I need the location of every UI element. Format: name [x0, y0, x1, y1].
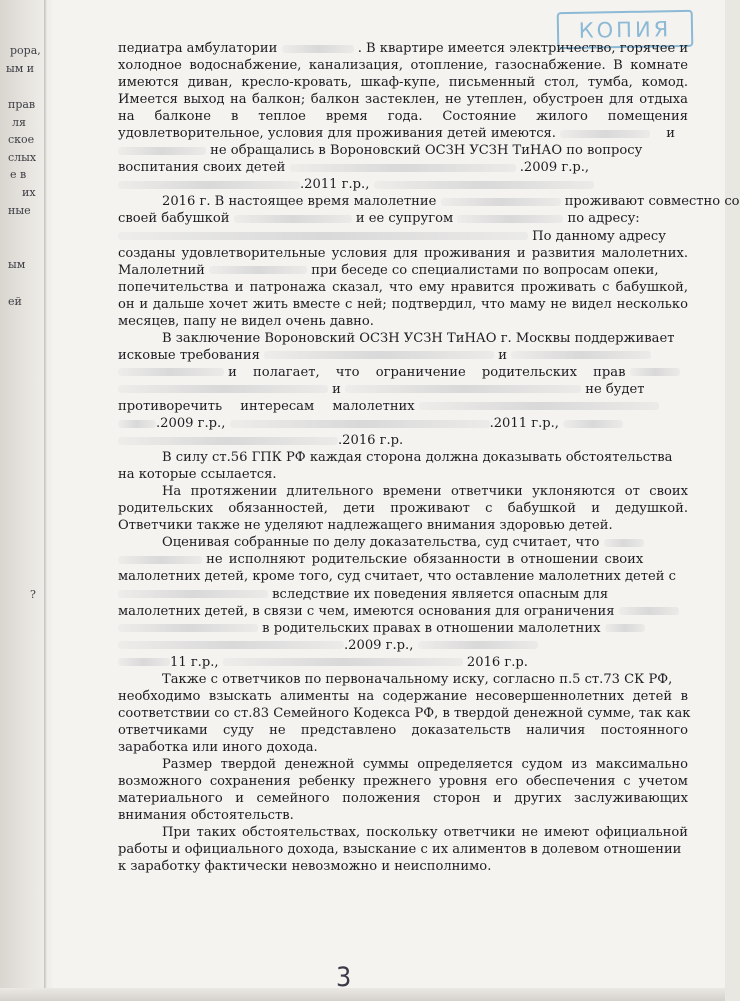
page-number: 3 [336, 961, 352, 993]
text-line: ответчиками суду не представлено доказательств наличия постоянного [118, 722, 688, 738]
text-line: родительских обязанностей, дети проживают с бабушкой и дедушкой. [118, 501, 688, 517]
text-line: 11 г.р., 2016 г.р. [118, 654, 688, 671]
text-line: к заработку фактически невозможно и неисполнимо. [118, 859, 492, 875]
text-line: соответствии со ст.83 Семейного Кодекса РФ, в твердой денежной сумме, так как [118, 705, 691, 721]
text-line: на которые ссылается. [118, 467, 277, 483]
text-line: При таких обстоятельствах, поскольку ответчики не имеют официальной [162, 825, 688, 841]
text-line: он и дальше хочет жить вместе с ней; подтвердил, что маму не видел несколько [118, 296, 688, 312]
page-bottom-edge [0, 988, 725, 1001]
text-line: По данному адресу [118, 228, 688, 245]
text-line: работы и официального дохода, взыскание с их алиментов в долевом отношении [118, 842, 682, 858]
text-line: заработка или иного дохода. [118, 739, 318, 755]
text-line: на балконе в теплое время года. Состояние жилого помещения [118, 109, 688, 125]
text-line: необходимо взыскать алименты на содержание несовершеннолетних детей в [118, 688, 688, 704]
document-body [118, 40, 740, 875]
text-line: В силу ст.56 ГПК РФ каждая сторона должна доказывать обстоятельства [162, 450, 673, 466]
text-line: месяцев, папу не видел очень давно. [118, 313, 374, 329]
text-line: Оценивая собранные по делу доказательства, суд считает, что [118, 534, 688, 551]
prev-fragment: ? [30, 588, 36, 601]
text-line: малолетних детей, в связи с чем, имеются основания для ограничения [118, 603, 688, 620]
text-line: противоречить интересам малолетних [118, 398, 688, 415]
text-line: холодное водоснабжение, канализация, отопление, газоснабжение. В комнате [118, 58, 688, 74]
text-line: .2016 г.р. [118, 432, 688, 449]
prev-fragment: прав [8, 98, 36, 111]
text-line: созданы удовлетворительные условия для проживания и развития малолетних. [118, 245, 688, 261]
text-line: не исполняют родительские обязанности в отношении своих [118, 551, 688, 568]
prev-fragment: е в [10, 168, 27, 181]
text-line: и полагает, что ограничение родительских прав [118, 364, 688, 381]
text-line: Ответчики также не уделяют надлежащего внимания здоровью детей. [118, 518, 613, 534]
text-line: имеются диван, кресло-кровать, шкаф-купе, письменный стол, тумба, комод. [118, 75, 688, 91]
text-line: 2016 г. В настоящее время малолетние проживают совместно со [162, 194, 740, 210]
prev-fragment: ым [8, 258, 26, 271]
text-line: .2009 г.р., [118, 637, 688, 654]
copy-stamp: КОПИЯ [557, 10, 694, 49]
text-line: .2011 г.р., [118, 176, 688, 193]
prev-fragment: ные [8, 204, 31, 217]
prev-fragment: их [22, 186, 36, 199]
text-line: в родительских правах в отношении малолетних [118, 620, 688, 637]
text-line: исковые требования и [118, 347, 688, 364]
text-line: материального и семейного положения сторон и других заслуживающих [118, 791, 688, 807]
text-line: В заключение Вороновский ОСЗН УСЗН ТиНАО г. Москвы поддерживает [162, 330, 675, 346]
text-line: Малолетний при беседе со специалистами по вопросам опеки, [118, 262, 659, 278]
text-line: На протяжении длительного времени ответчики уклоняются от своих [162, 484, 688, 500]
text-line: возможного сохранения ребенку прежнего уровня его обеспечения с учетом [118, 774, 688, 790]
text-line: малолетних детей, кроме того, суд считает, что оставление малолетних детей с [118, 569, 676, 585]
text-line: воспитания своих детей .2009 г.р., [118, 160, 590, 176]
text-line: Также с ответчиков по первоначальному иску, согласно п.5 ст.73 СК РФ, [162, 671, 673, 687]
text-line: и не будет [118, 381, 688, 398]
text-line: вследствие их поведения является опасным для [118, 586, 688, 603]
prev-fragment: ым и [6, 62, 35, 75]
text-line: Имеется выход на балкон; балкон застеклен, не утеплен, обустроен для отдыха [118, 92, 688, 108]
prev-fragment: ей [8, 295, 22, 308]
text-line: Размер твердой денежной суммы определяется судом из максимально [162, 756, 688, 772]
previous-page-text [0, 0, 52, 1001]
prev-fragment: рора, [10, 44, 41, 57]
text-line: попечительства и патронажа сказал, что ему нравится проживать с бабушкой, [118, 279, 688, 295]
prev-fragment: ля [12, 116, 26, 129]
text-line: педиатра амбулатории . В квартире имеется электричество, горячее и [118, 41, 689, 56]
text-line: своей бабушкой и ее супругом по адресу: [118, 211, 640, 227]
text-line: удовлетворительное, условия для проживания детей имеются. и [118, 126, 676, 142]
text-line: не обращались в Вороновский ОСЗН УСЗН ТиНАО по вопросу [118, 142, 688, 159]
prev-fragment: слых [8, 151, 37, 164]
text-line: .2009 г.р., .2011 г.р., [118, 415, 688, 432]
prev-fragment: ское [8, 133, 35, 146]
text-line: внимания обстоятельств. [118, 808, 294, 824]
